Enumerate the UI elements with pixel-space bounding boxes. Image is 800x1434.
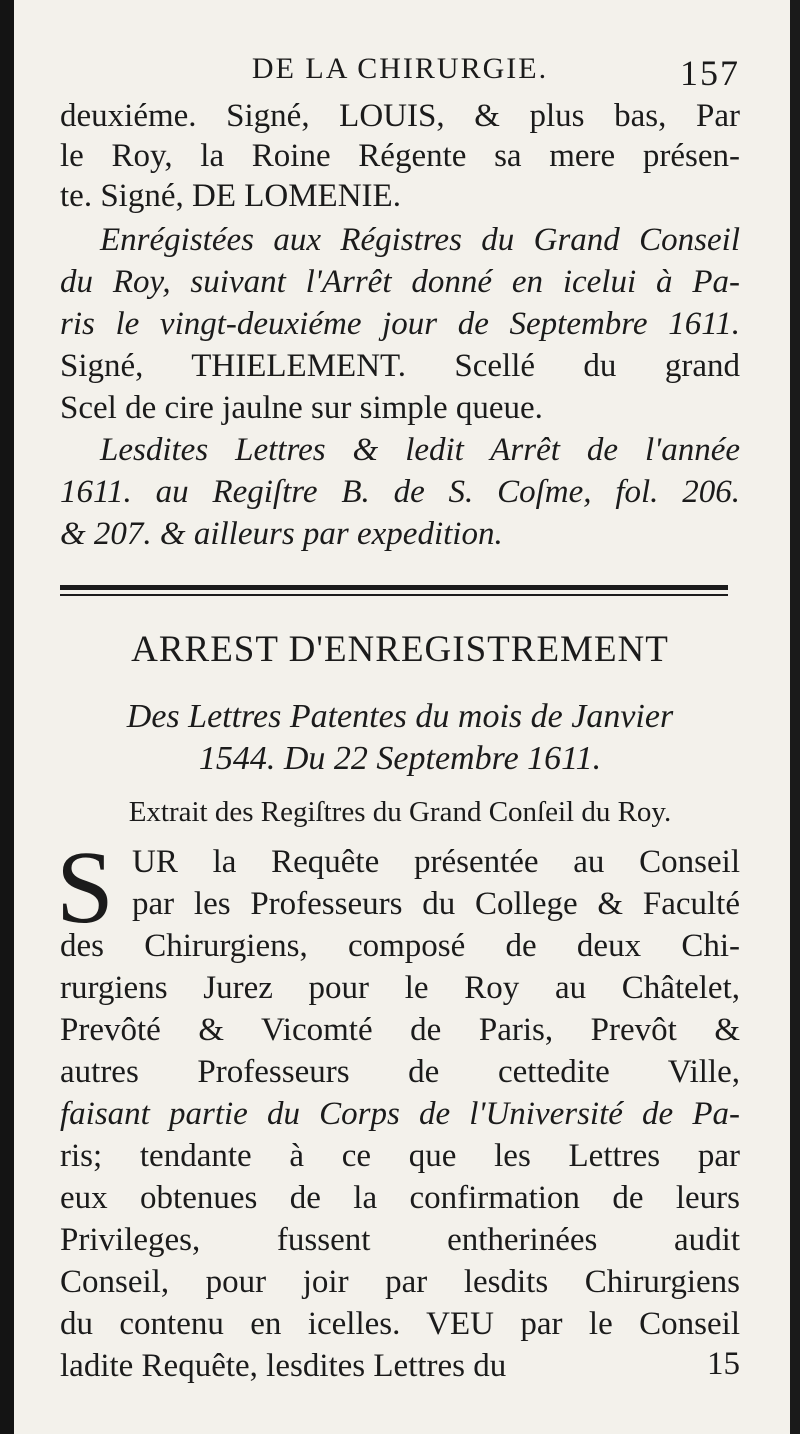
page-number: 157 [680,53,740,93]
subtitle-line: 1544. Du 22 Septembre 1611. [198,740,602,777]
text-line: ris le vingt-deuxiéme jour de Septembre 1611. [60,306,740,342]
section-divider [60,585,728,601]
catchword: 15 [707,1346,740,1382]
text-line: deuxiéme. Signé, LOUIS, & plus bas, Par [60,98,740,134]
divider-thick-rule [60,585,728,590]
drop-cap: S [56,830,114,945]
body-line: Privileges, fussent entherinées audit [60,1222,740,1258]
body-line: par les Professeurs du College & Faculté [132,886,740,922]
divider-thin-rule [60,594,728,596]
page-left-edge [0,0,14,1434]
extract-heading: Extrait des Regiſtres du Grand Conſeil du Roy. [128,796,672,828]
text-line: Signé, THIELEMENT. Scellé du grand [60,348,740,384]
running-head-title: DE LA CHIRURGIE. [251,52,549,85]
text-line: Enrégistées aux Régistres du Grand Conseil [100,222,740,258]
text-line: & 207. & ailleurs par expedition. [60,516,503,552]
body-line: rurgiens Jurez pour le Roy au Châtelet, [60,970,740,1006]
body-line: Conseil, pour joir par lesdits Chirurgiens [60,1264,740,1300]
body-line: ladite Requête, lesdites Lettres du [60,1348,507,1384]
text-line: Lesdites Lettres & ledit Arrêt de l'année [100,432,740,468]
text-line: Scel de cire jaulne sur simple queue. [60,390,543,426]
subtitle-line: Des Lettres Patentes du mois de Janvier [126,698,674,735]
body-line: autres Professeurs de cettedite Ville, [60,1054,740,1090]
text-line: du Roy, suivant l'Arrêt donné en icelui à Pa- [60,264,740,300]
body-line: du contenu en icelles. VEU par le Conseil [60,1306,740,1342]
body-line: eux obtenues de la confirmation de leurs [60,1180,740,1216]
body-line: UR la Requête présentée au Conseil [132,844,740,880]
body-line: Prevôté & Vicomté de Paris, Prevôt & [60,1012,740,1048]
text-line: le Roy, la Roine Régente sa mere présen- [60,138,740,174]
text-line: 1611. au Regiſtre B. de S. Coſme, fol. 206. [60,474,740,510]
page-right-edge [790,0,800,1434]
text-line: te. Signé, DE LOMENIE. [60,178,401,214]
running-header [60,52,740,102]
body-line: ris; tendante à ce que les Lettres par [60,1138,740,1174]
body-line: faisant partie du Corps de l'Université de Pa- [60,1096,740,1132]
section-title: ARREST D'ENREGISTREMENT [131,629,669,670]
body-line: des Chirurgiens, composé de deux Chi- [60,928,740,964]
